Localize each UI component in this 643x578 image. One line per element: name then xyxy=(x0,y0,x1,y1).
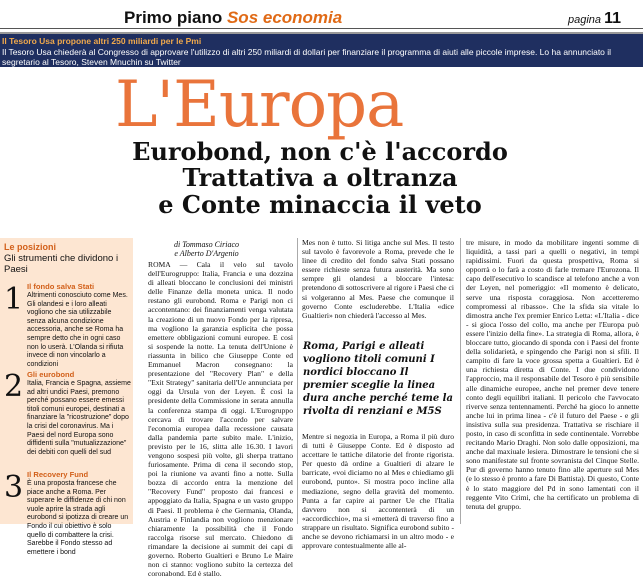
page-label: pagina xyxy=(568,14,602,26)
article-column-1: ROMA — Cala il velo sul tavolo dell'Eurogruppo: Italia, Francia e una dozzina di alleati bloccano le conclusioni dei ministri delle Finanze della moneta unica. Il nodo restano gli eurobond. Roma e Parigi non ci accontentano: dei finanziamenti venga valutata la creazione di un nuovo Fondo per la ripresa, ma vogliono la garanzia esplicita che possa emettere obbligazioni comuni europee. E così si sospende la notte. La tenuta dell'Unione è riassunta in bilico che Giuseppe Conte ed Emmanuel Macron consegnano: la presentazione del "Recovery Plan" e della "Exit Strategy" sanitaria dell'Ue annunciata per oggi da Ursula von der Leyen. È così la presidente della Commissione in serata annulla la conferenza stampa di oggi. L'Eurogruppo cercava di trovare l'accordo per salvare l'economia europea dalla recessione causata dalla pandemia parte subito male. L'inizio, previsto per le 16, slitta alle 16.30. I lavori vengono sospesi più volte, gli sherpa trattano furiosamente. Prima di cena il secondo stop, poi la riunione va avanti fino a notte. Sulla bozza di accordo entra la menzione del "Recovery Fund" proposto dai francesi e appoggiato da Italia, Spagna e un vasto gruppo di Paesi. Il problema è che Germania, Olanda, Austria e Finlandia non vogliono menzionare chiaramente la possibilità che il Fondo raccolga risorse sul mercato. Chiedono di rimandare la decisione ai summit dei capi di governo. Roberto Gualtieri e Bruno Le Maire non ci stanno: vogliono subito la certezza del coronabond. Ed è stallo. xyxy=(148,260,293,578)
sidebar-title: Gli strumenti che dividono i Paesi xyxy=(4,253,119,275)
column-divider xyxy=(460,238,461,524)
box-title-2: Gli eurobond xyxy=(27,370,75,379)
article-column-4: tre misure, in modo da mobilitare ingenti somme di liquidità, a tassi pari a quelli o negativi, in tempi rapidissimi. Fuori da questa prospettiva, Roma si opporrà o lo farà a costo di farle tremare l'Eurozona. Il capo dell'esecutivo lo scandisce al telefono anche a von der Leyen, nel pomeriggio: «Il momento è delicato, serve una risposta coraggiosa. Non accetteremo compromessi al ribasso». Che la sfida sia vitale lo dimostra anche l'ex premier Enrico Letta: «L'Italia - dice - si gioca l'osso del collo, ma anche per l'Europa può essere l'inizio della fine». La strategia di Roma, allora, è bloccare tutto, giocando di sponda con i Paesi del fronte della solidarietà, e spingendo che Parigi non si sfili. Il campito di fare la voce grossa spetta a Gualtieri. Ed è una richiesta diretta di Conte. I due condividono l'approccio, ma il responsabile del Tesoro è più sensibile alle dinamiche europee, anche nel premer deve tenere conto degli equilibri italiani. Il pericolo che l'avvocato riverve senza tentennamenti. Perché ha gioco lo annette anche lui in prima linea - c'è il futuro del Paese - e gli insistiva sulla sua presidenza. Trattativa se rischiare il posto, in caso di sconfitta in sede continentale. Vorrebbe recitando Mario Draghi. Non solo dalle opposizioni, ma anche dal maxiuale lesiera. Dimostrare le tensioni che si sono manifestate sul fronte sovranista del Cinque Stelle. Pur di governo hanno tenuto fino alle aperture sul Mes (e lo stesso è pronto a fare Di Battista). Di questo, Conte è lo stato maggiore del Pd in sono lamentati con il reggente Vito Crimi, che ha certificato un problema di tenuta del gruppo. xyxy=(466,238,639,511)
headline-line-2: Trattativa a oltranza xyxy=(182,163,458,192)
section-title xyxy=(124,8,342,28)
byline xyxy=(149,240,264,258)
header-divider xyxy=(0,28,643,29)
news-flash-text: Il Tesoro Usa chiederà al Congresso di approvare l'utilizzo di altri 250 miliardi di dollari per finanziare il programma di aiuti alle piccole imprese. Lo ha annunciato il segretario al Tesoro, Steven Mnuchin su Twitter xyxy=(2,47,612,67)
article-column-2: Mes non è tutto. Si litiga anche sul Mes. Il testo sul tavolo è favorevole a Roma, prevede che le linee di credito del fondo salva Stati possano essere richieste senza futura austerità. Ma sono sempre gli olandesi a bloccare l'intesa: pretendono di sottoscrivere al rigore i Paesi che ci si volgeranno al Mes. Paese che comunque il governo Conte escluderebbe. L'Italia «dice Gualtieri» non chiederà l'accesso al Mes. xyxy=(302,238,454,320)
news-flash-bar xyxy=(0,32,643,67)
box-text-2: Italia, Francia e Spagna, assieme ad altri undici Paesi, premono perché possano essere emessi titoli comuni europei, destinati a finanziare la "ricostruzione" dopo la crisi del coronavirus. Ma i Paesi del nord Europa sono diffidenti sulla "mutualizzazione" dei debiti con quelli del sud xyxy=(27,380,131,456)
headline-line-1: Eurobond, non c'è l'accordo xyxy=(132,137,508,166)
article-column-3: Mentre si negozia in Europa, a Roma il più duro di tutti è Giuseppe Conte. Ed è disposto ad accettare le tattiche dilatorie del fronte rigorista. Per questo dà ordine a Gualtieri di alzare le barricate, «voi diciamo no al Mes e chiediamo gli eurobond, punto». Si mostra poco incline alla mediazione, segno della gravità del momento. Punta a far capire ai partner Ue che l'Italia davvero non si accontenterà di un «accordicchio», ma si «metterà di traverso fino a strappare un risultato. Significa eurobond subito - anche se devono richiamarsi in un altro modo - e approvare contestualmente alle al- xyxy=(302,432,454,551)
subsection-name: Sos economia xyxy=(226,8,343,27)
pull-quote: Roma, Parigi e alleati vogliono titoli comuni I nordici bloccano Il premier sceglie la linea dura anche perché teme la rivolta di renziani e M5S xyxy=(303,341,453,417)
box-title-3: Il Recovery Fund xyxy=(27,470,89,479)
news-flash-kicker: Il Tesoro Usa propone altri 250 miliardi per le Pmi xyxy=(2,36,202,46)
box-number-2: 2 xyxy=(4,369,24,404)
box-number-3: 3 xyxy=(4,470,24,505)
section-name: Primo piano xyxy=(124,8,223,27)
box-text-1: Altrimenti conosciuto come Mes. Gli olandesi e i loro alleati vogliono che sia utilizzabile senza alcuna condizione accessoria, anche se Roma ha sempre detto che in ogni caso non lo userà. L'Olanda si rifiuta invece di non vincolarlo a condizioni xyxy=(27,292,128,368)
box-number-1: 1 xyxy=(4,282,24,317)
box-text-3: È una proposta francese che piace anche a Roma. Per superare le diffidenze di chi non vuole aprire la strada agli eurobond si ipotizza di creare un Fondo il cui obiettivo è solo quello di combattere la crisi. Sarebbe il Fondo stesso ad emettere i bond xyxy=(27,480,129,556)
news-flash-box xyxy=(0,34,643,67)
page-number-value: 11 xyxy=(604,10,622,27)
section-kicker-title: L'Europa xyxy=(115,68,404,142)
page-number xyxy=(568,10,621,28)
headline-line-3: e Conte minaccia il veto xyxy=(158,190,482,219)
byline-author-2: e Alberto D'Argenio xyxy=(174,249,239,258)
byline-author-1: di Tommaso Ciriaco xyxy=(173,240,240,249)
sidebar-kicker: Le posizioni xyxy=(4,242,57,252)
box-title-1: Il fondo salva Stati xyxy=(27,282,95,291)
column-divider xyxy=(297,238,298,524)
